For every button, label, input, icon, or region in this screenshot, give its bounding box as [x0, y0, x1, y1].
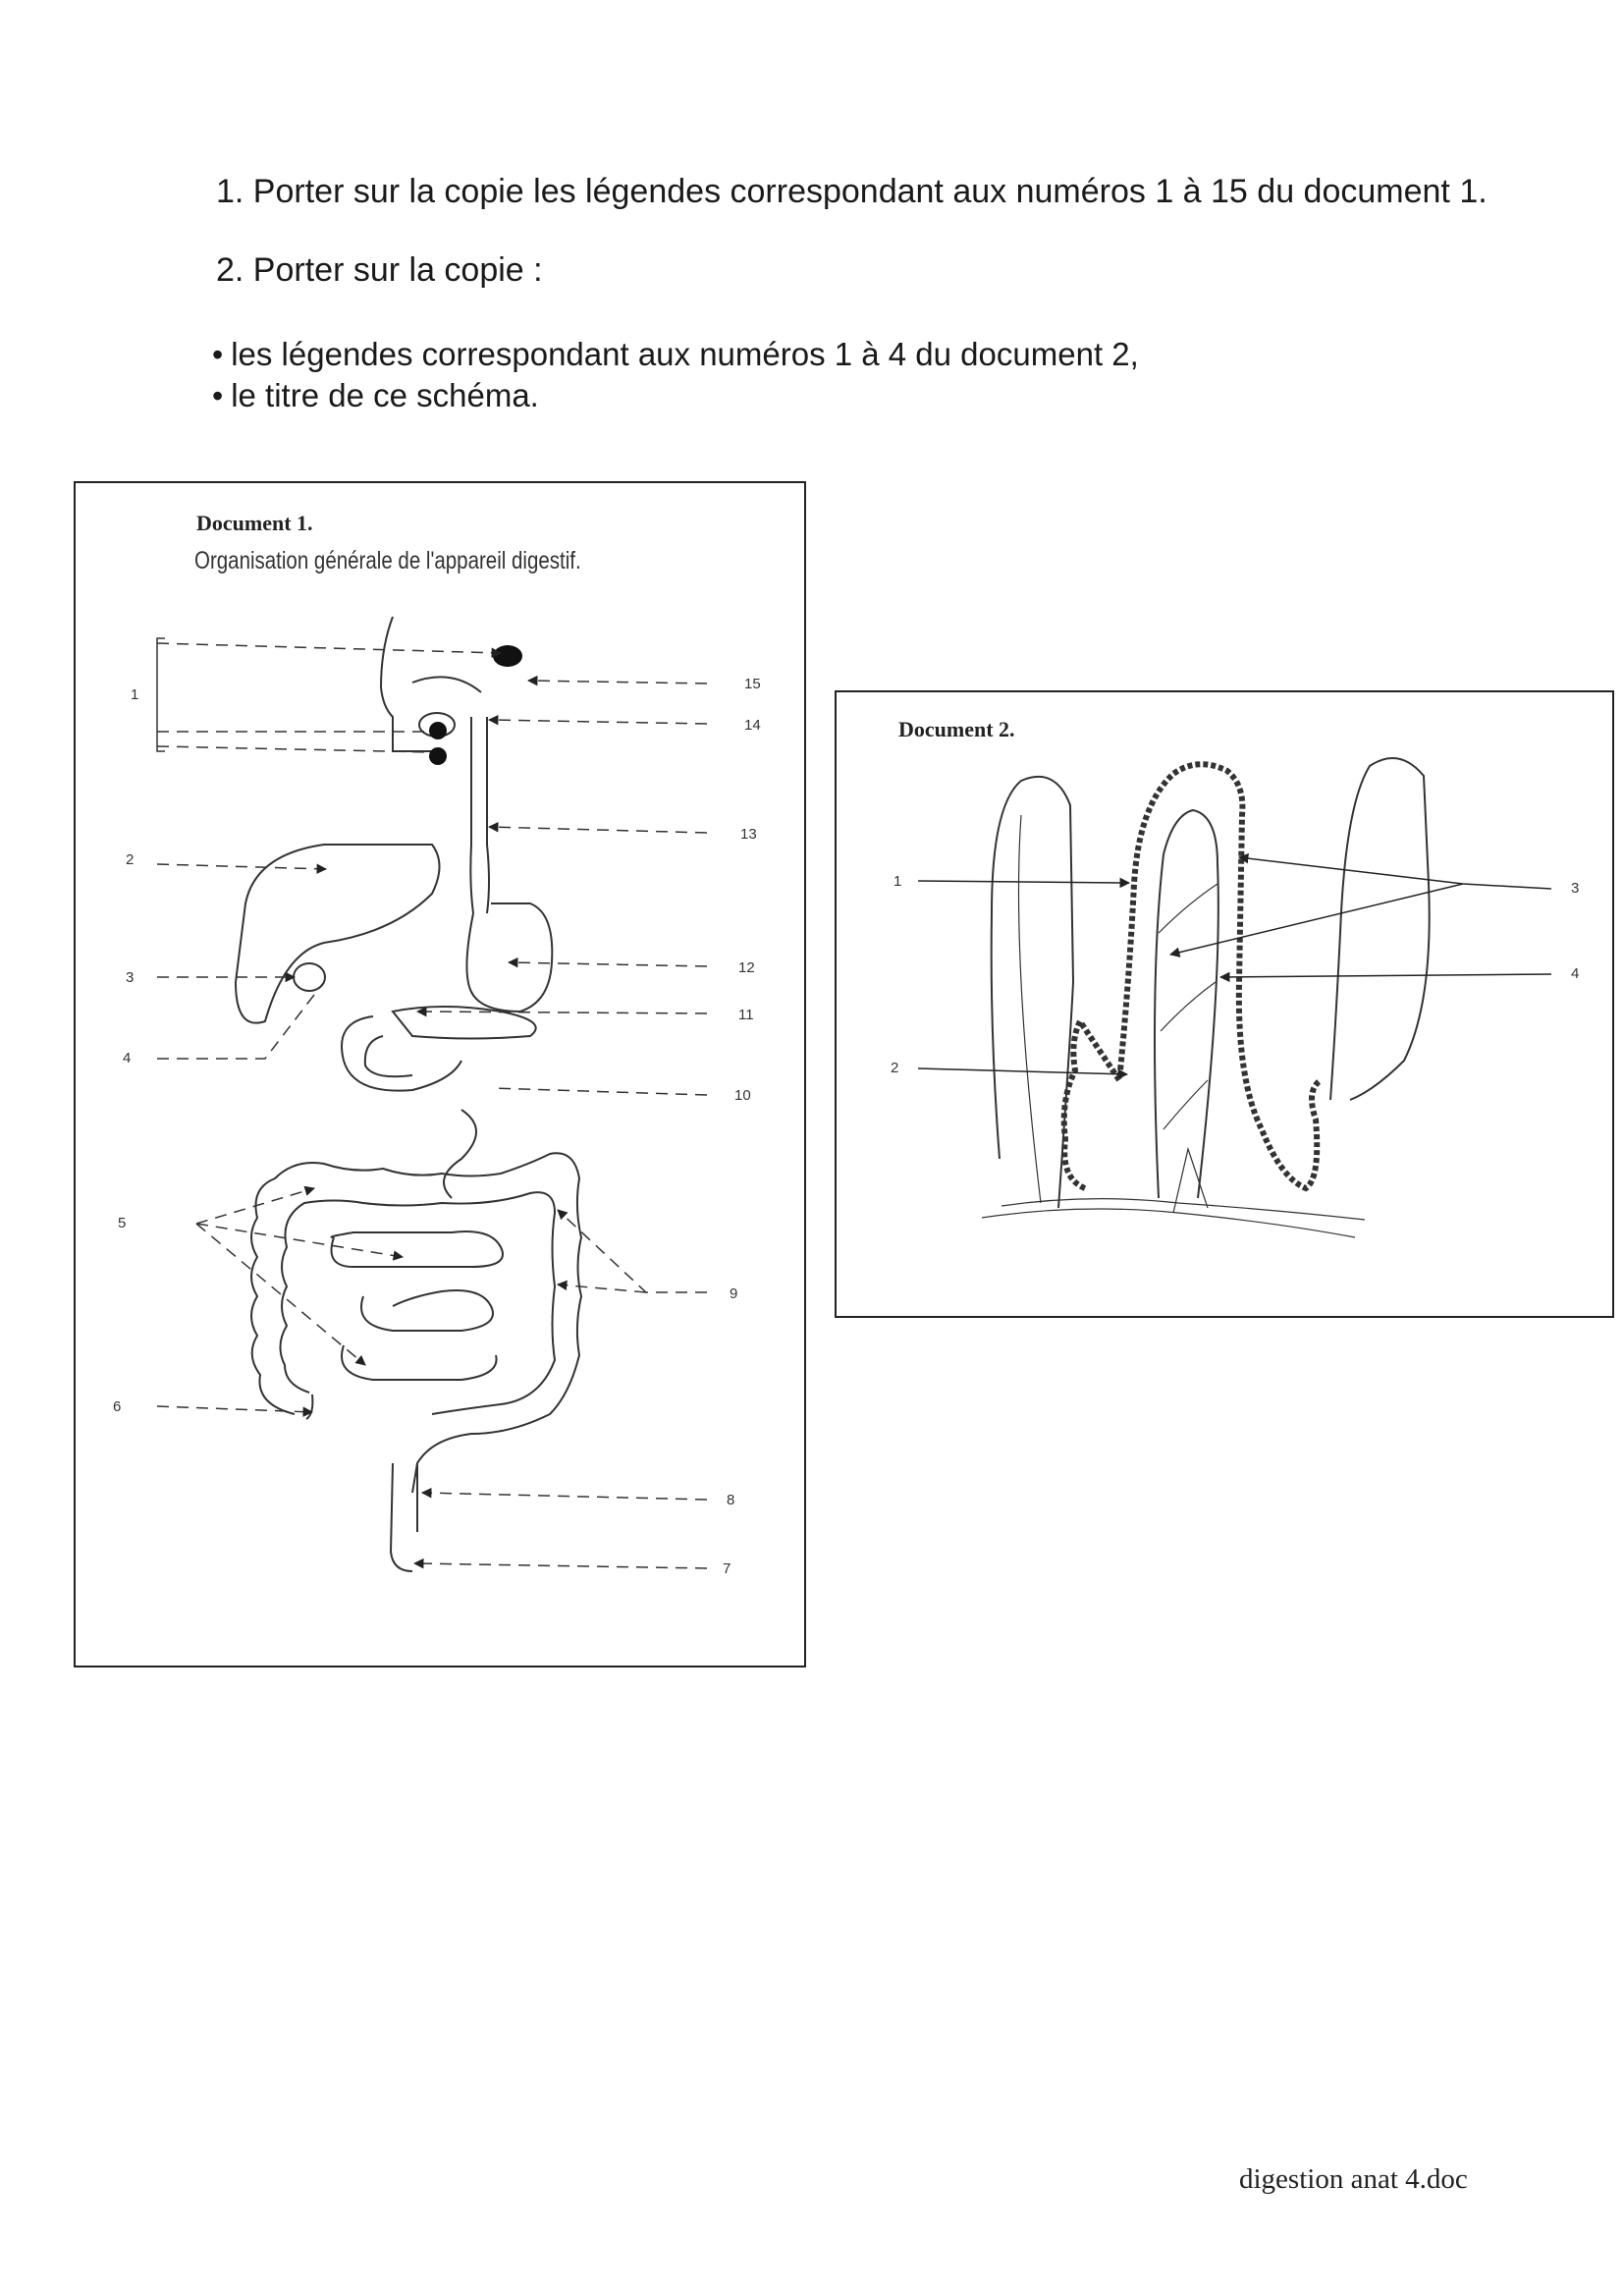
label-1-bracket — [157, 638, 165, 751]
doc1-label-11: 11 — [738, 1007, 754, 1023]
doc1-label-4: 4 — [123, 1050, 132, 1066]
bullet-item-2: • le titre de ce schéma. — [212, 377, 539, 414]
question-2: 2. Porter sur la copie : — [216, 251, 543, 289]
villus-diagram — [982, 758, 1430, 1237]
doc1-label-10: 10 — [734, 1087, 751, 1104]
document-2-title: Document 2. — [898, 717, 1015, 741]
document-1-title: Document 1. — [196, 511, 313, 535]
doc2-label-4: 4 — [1571, 965, 1580, 982]
doc1-label-14: 14 — [744, 717, 761, 734]
footer-filename: digestion anat 4.doc — [1239, 2163, 1468, 2195]
doc1-label-6: 6 — [113, 1398, 122, 1415]
doc1-label-5: 5 — [118, 1215, 127, 1231]
doc2-label-1: 1 — [893, 873, 902, 890]
doc2-label-2: 2 — [891, 1060, 899, 1076]
doc1-label-2: 2 — [126, 851, 135, 868]
doc1-label-15: 15 — [744, 676, 761, 692]
parotid-gland — [493, 645, 522, 667]
doc1-label-8: 8 — [727, 1492, 735, 1508]
doc1-label-7: 7 — [723, 1560, 731, 1577]
document-2-leader-lines — [918, 857, 1551, 1074]
question-1: 1. Porter sur la copie les légendes correspondant aux numéros 1 à 15 du document 1. — [216, 173, 1488, 210]
doc1-label-3: 3 — [126, 969, 135, 986]
doc2-label-3: 3 — [1571, 880, 1580, 897]
doc1-label-13: 13 — [740, 826, 757, 843]
doc1-label-1: 1 — [131, 686, 139, 703]
document-1-leader-lines — [157, 643, 707, 1568]
document-1-subtitle: Organisation générale de l'appareil digestif. — [194, 547, 581, 574]
digestive-system-diagram — [236, 617, 581, 1571]
doc1-label-9: 9 — [730, 1285, 738, 1302]
bullet-item-1: • les légendes correspondant aux numéros 1 à 4 du document 2, — [212, 336, 1139, 373]
document-1-numbers — [113, 676, 761, 1577]
doc1-label-12: 12 — [738, 959, 755, 976]
